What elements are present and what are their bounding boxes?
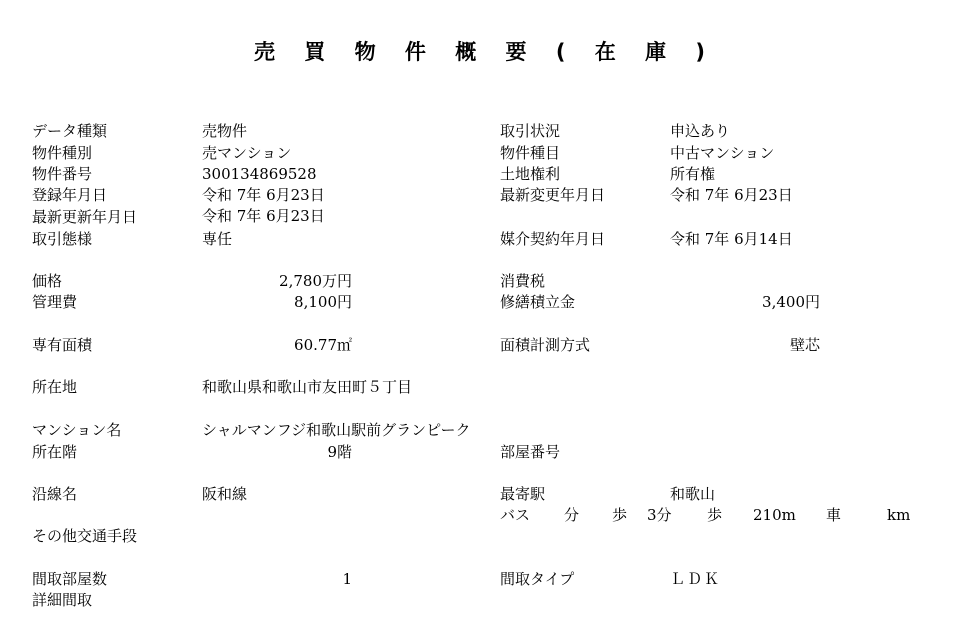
transaction-mode-value: 専任 xyxy=(202,230,233,248)
property-number-value: 300134869528 xyxy=(202,165,317,183)
access-km-unit: km xyxy=(887,506,911,524)
access-car-label: 車 xyxy=(826,506,842,524)
property-number-label: 物件番号 xyxy=(32,165,93,183)
access-walk-distance: 210m xyxy=(753,506,796,524)
mansion-name-value: シャルマンフジ和歌山駅前グランピーク xyxy=(202,421,471,439)
last-changed-date-value: 令和 7年 6月23日 xyxy=(670,186,793,204)
mansion-name-label: マンション名 xyxy=(32,421,122,439)
last-changed-date-label: 最新変更年月日 xyxy=(500,186,606,204)
data-type-value: 売物件 xyxy=(202,122,248,140)
other-transport-label: その他交通手段 xyxy=(32,527,138,545)
area-method-label: 面積計測方式 xyxy=(500,336,591,354)
repair-reserve-value: 3,400円 xyxy=(762,293,820,311)
price-value: 2,780万円 xyxy=(279,272,352,290)
access-walk-minutes: 3分 xyxy=(647,506,672,524)
last-updated-date-value: 令和 7年 6月23日 xyxy=(202,207,325,225)
layout-type-value: ＬＤＫ xyxy=(670,570,722,588)
brokerage-date-label: 媒介契約年月日 xyxy=(500,230,606,248)
status-value: 申込あり xyxy=(670,122,731,140)
access-bus-label: バス xyxy=(500,506,531,524)
nearest-station-value: 和歌山 xyxy=(670,485,716,503)
location-label: 所在地 xyxy=(32,378,78,396)
property-item-label: 物件種目 xyxy=(500,144,561,162)
data-type-label: データ種類 xyxy=(32,122,108,140)
page-title: 売 買 物 件 概 要 ( 在 庫 ) xyxy=(254,40,716,64)
land-rights-value: 所有権 xyxy=(670,165,716,183)
nearest-station-label: 最寄駅 xyxy=(500,485,546,503)
management-fee-label: 管理費 xyxy=(32,293,78,311)
property-kind-value: 売マンション xyxy=(202,144,292,162)
land-rights-label: 土地権利 xyxy=(500,165,561,183)
area-method-value: 壁芯 xyxy=(789,336,820,354)
registered-date-value: 令和 7年 6月23日 xyxy=(202,186,325,204)
location-value: 和歌山県和歌山市友田町５丁目 xyxy=(202,378,413,396)
line-label: 沿線名 xyxy=(32,485,78,503)
room-count-value: 1 xyxy=(342,570,352,588)
transaction-mode-label: 取引態様 xyxy=(32,230,93,248)
floor-value: 9階 xyxy=(327,443,352,461)
exclusive-area-value: 60.77㎡ xyxy=(294,336,352,354)
repair-reserve-label: 修繕積立金 xyxy=(500,293,576,311)
property-item-value: 中古マンション xyxy=(670,144,775,162)
management-fee-value: 8,100円 xyxy=(294,293,352,311)
last-updated-date-label: 最新更新年月日 xyxy=(32,208,138,226)
layout-type-label: 間取タイプ xyxy=(500,570,575,588)
room-count-label: 間取部屋数 xyxy=(32,570,108,588)
brokerage-date-value: 令和 7年 6月14日 xyxy=(670,230,793,248)
status-label: 取引状況 xyxy=(500,122,561,140)
exclusive-area-label: 専有面積 xyxy=(32,336,93,354)
line-value: 阪和線 xyxy=(202,485,248,503)
access-walk-label-1: 歩 xyxy=(612,506,628,524)
layout-detail-label: 詳細間取 xyxy=(32,591,93,609)
property-kind-label: 物件種別 xyxy=(32,144,93,162)
price-label: 価格 xyxy=(32,272,63,290)
consumption-tax-label: 消費税 xyxy=(500,272,546,290)
registered-date-label: 登録年月日 xyxy=(32,186,108,204)
room-number-label: 部屋番号 xyxy=(500,443,561,461)
access-bus-minutes-unit: 分 xyxy=(564,506,580,524)
floor-label: 所在階 xyxy=(32,443,78,461)
access-walk-label-2: 歩 xyxy=(707,506,723,524)
